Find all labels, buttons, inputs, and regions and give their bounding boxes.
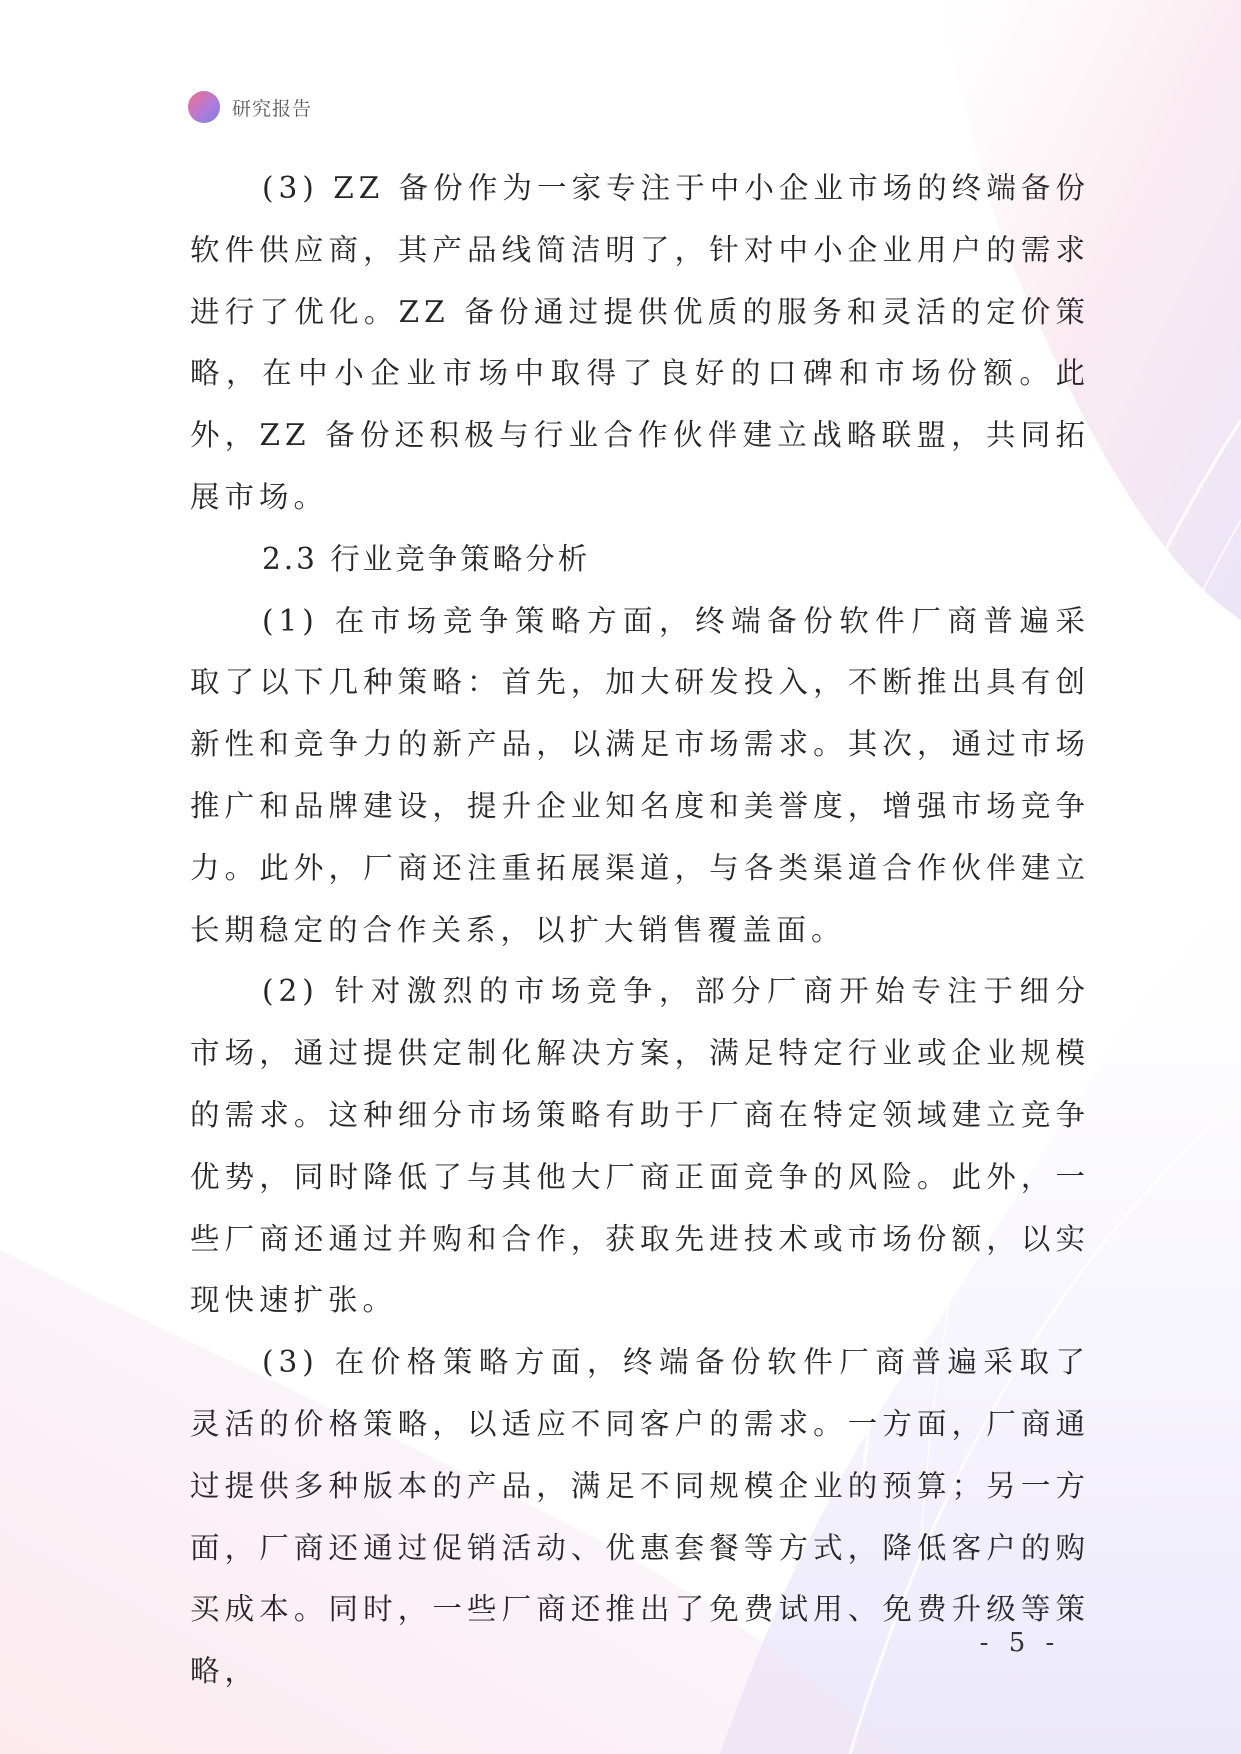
- paragraph: (1) 在市场竞争策略方面，终端备份软件厂商普遍采取了以下几种策略：首先，加大研发投入，不断推出具有创新性和竞争力的新产品，以满足市场需求。其次，通过市场推广和品牌建设，提升企业知名度和美誉度，增强市场竞争力。此外，厂商还注重拓展渠道，与各类渠道合作伙伴建立长期稳定的合作关系，以扩大销售覆盖面。: [190, 603, 1090, 947]
- document-body: [190, 158, 1090, 1703]
- paragraph: (3) 在价格策略方面，终端备份软件厂商普遍采取了灵活的价格策略，以适应不同客户的需求。一方面，厂商通过提供多种版本的产品，满足不同规模企业的预算；另一方面，厂商还通过促销活动、优惠套餐等方式，降低客户的购买成本。同时，一些厂商还推出了免费试用、免费升级等策略，: [190, 1345, 1090, 1689]
- report-header: [188, 90, 312, 124]
- section-heading: 2.3 行业竞争策略分析: [262, 541, 591, 576]
- page-number: - 5 -: [979, 1628, 1061, 1658]
- header-title: 研究报告: [232, 97, 313, 120]
- logo-circle-icon: [188, 91, 220, 123]
- paragraph: (2) 针对激烈的市场竞争，部分厂商开始专注于细分市场，通过提供定制化解决方案，满足特定行业或企业规模的需求。这种细分市场策略有助于厂商在特定领域建立竞争优势，同时降低了与其他大厂商正面竞争的风险。此外，一些厂商还通过并购和合作，获取先进技术或市场份额，以实现快速扩张。: [190, 974, 1090, 1318]
- paragraph: (3) ZZ 备份作为一家专注于中小企业市场的终端备份软件供应商，其产品线简洁明了，针对中小企业用户的需求进行了优化。ZZ 备份通过提供优质的服务和灵活的定价策略，在中小企业市场中取得了良好的口碑和市场份额。此外，ZZ 备份还积极与行业合作伙伴建立战略联盟，共同拓展市场。: [190, 171, 1090, 514]
